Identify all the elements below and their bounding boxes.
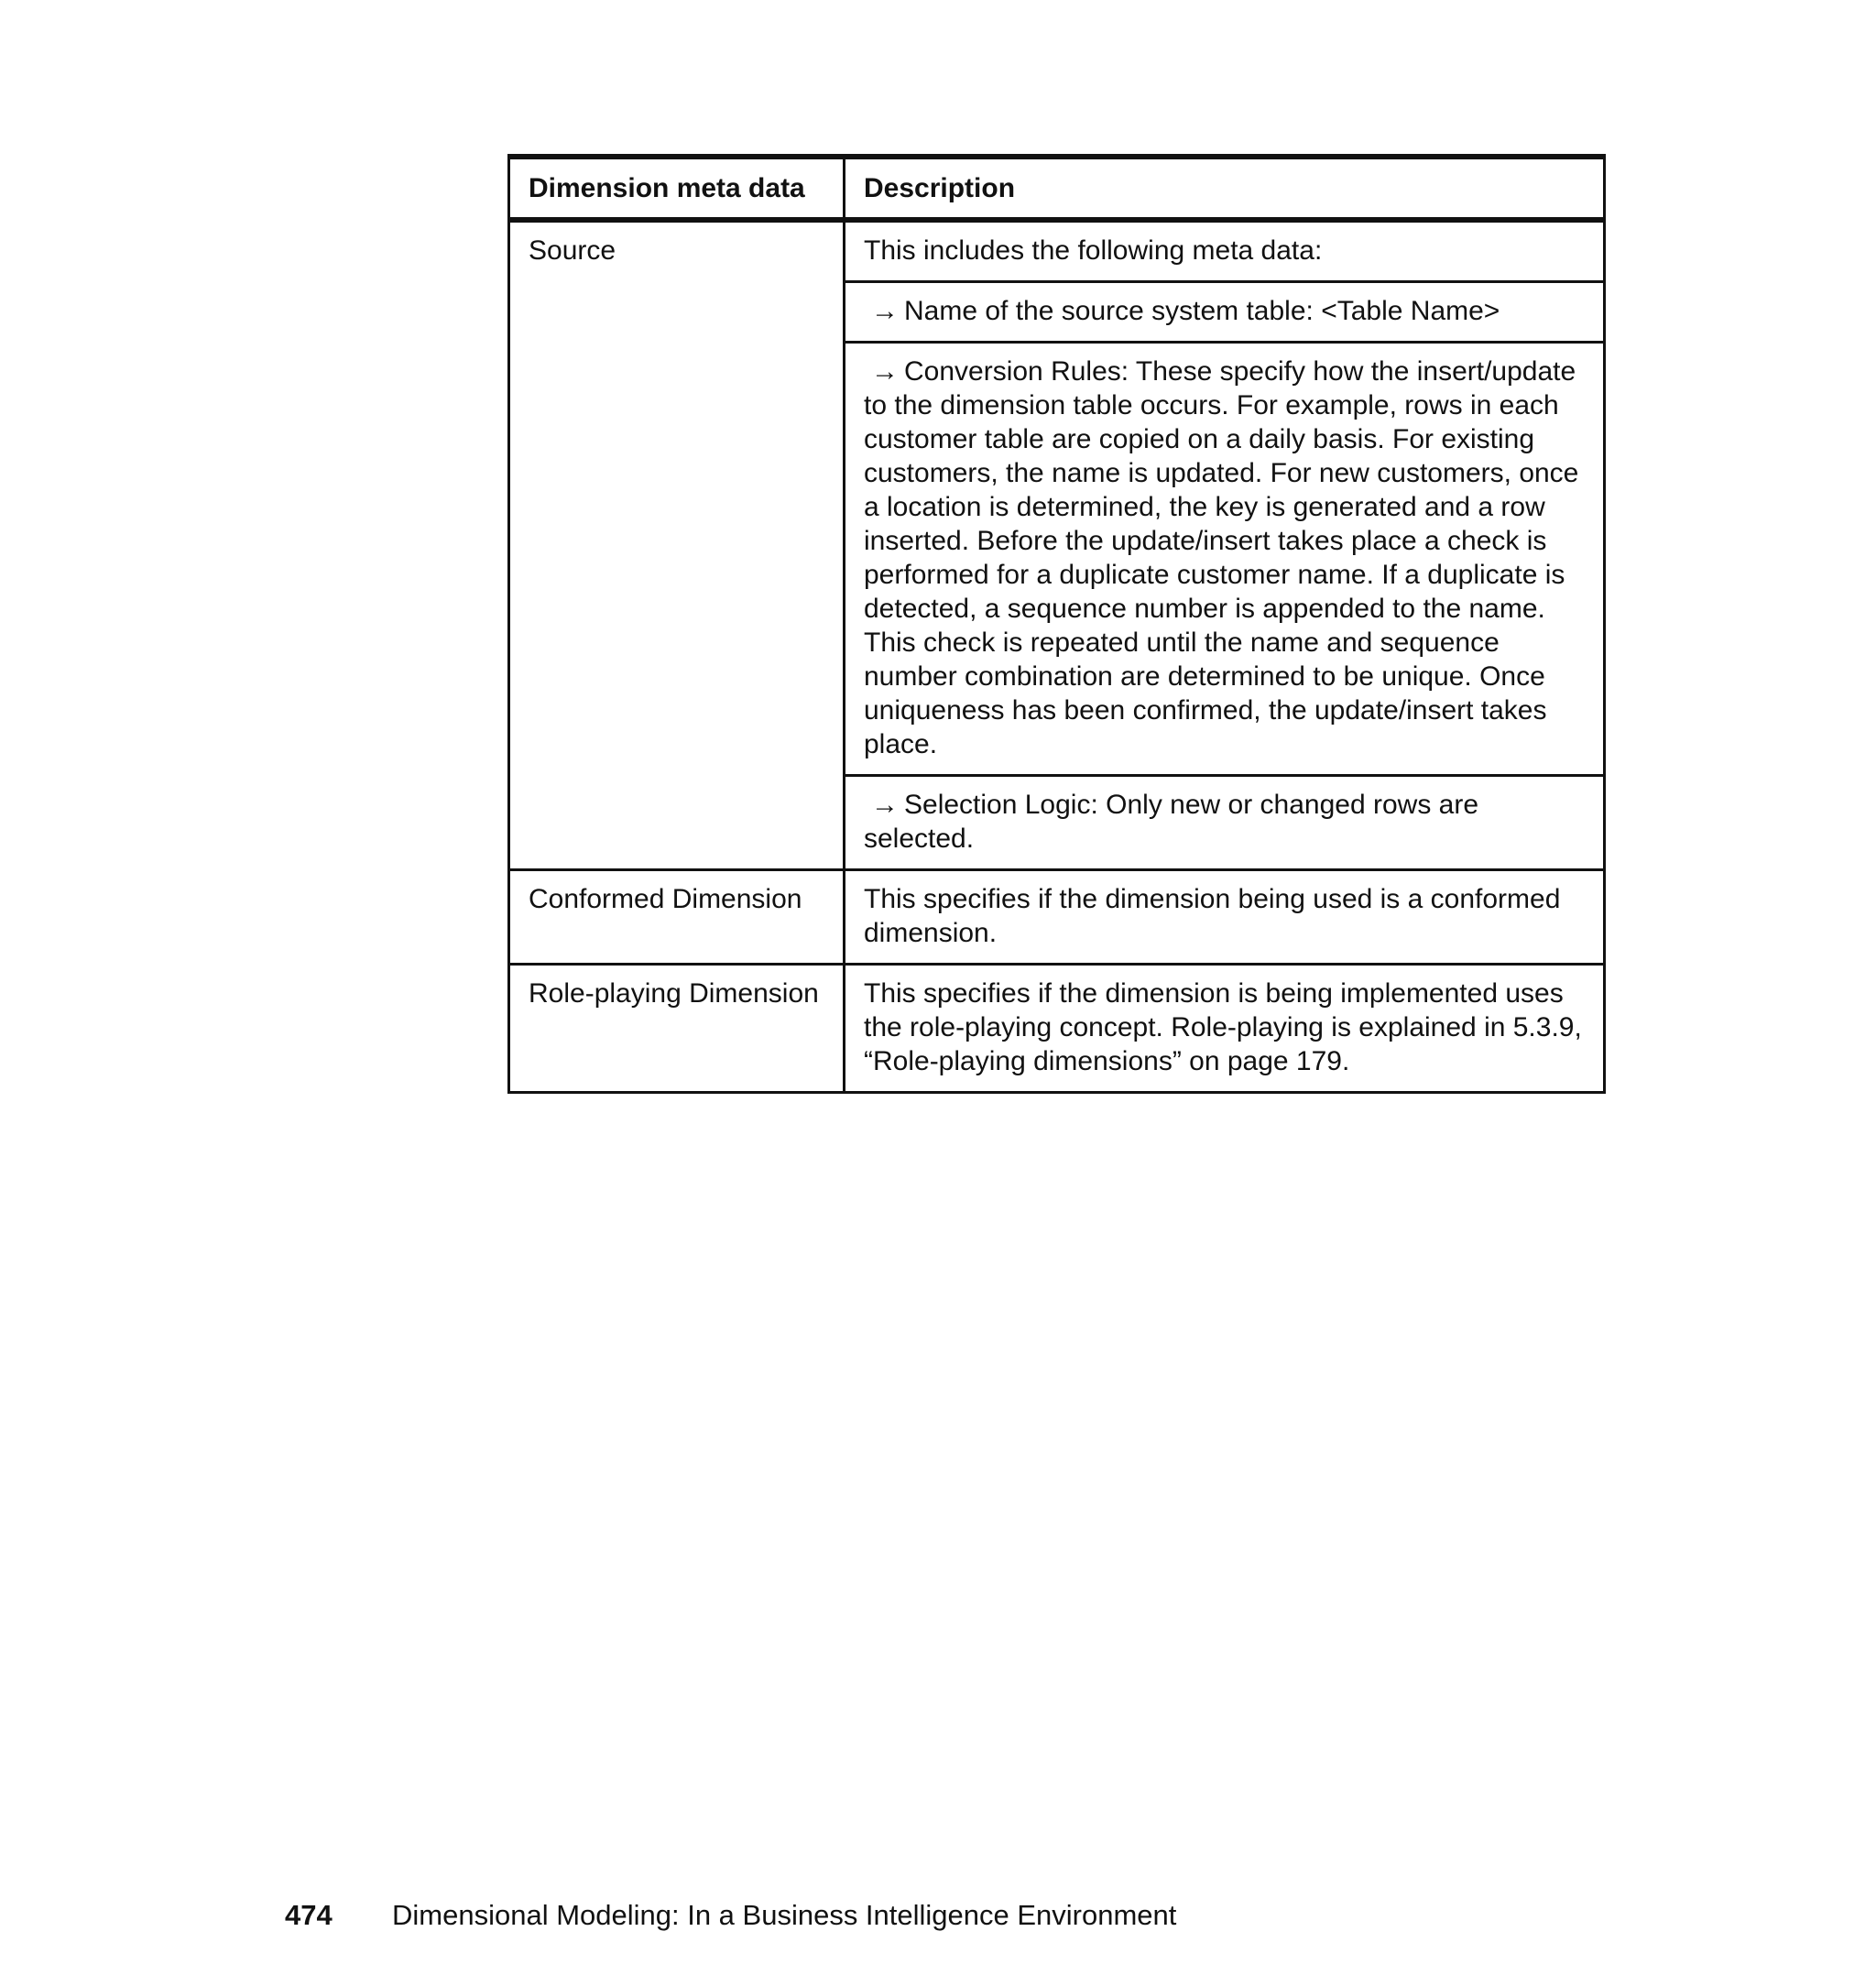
- arrow-right-icon: →: [871, 356, 899, 387]
- page-footer: [285, 1898, 1176, 1933]
- arrow-right-icon: →: [871, 296, 899, 326]
- selection-logic-text: Selection Logic: Only new or changed rows are selected.: [864, 790, 1479, 854]
- role-playing-dimension-name-cell: Role-playing Dimension: [509, 965, 845, 1093]
- conversion-rules-cell: [845, 343, 1605, 776]
- book-title: Dimensional Modeling: In a Business Intelligence Environment: [392, 1899, 1177, 1931]
- source-table-name-cell: [845, 282, 1605, 343]
- table-row: [509, 965, 1605, 1093]
- selection-logic-cell: [845, 776, 1605, 870]
- header-dimension-meta-data: Dimension meta data: [509, 157, 845, 220]
- source-table-name-text: Name of the source system table: <Table Name>: [904, 296, 1500, 326]
- table-header-row: [509, 157, 1605, 220]
- source-intro-cell: This includes the following meta data:: [845, 220, 1605, 282]
- conformed-dimension-description-cell: This specifies if the dimension being used is a conformed dimension.: [845, 870, 1605, 965]
- table-row: [509, 220, 1605, 282]
- table-row: [509, 870, 1605, 965]
- header-description: Description: [845, 157, 1605, 220]
- source-name-cell: Source: [509, 220, 845, 870]
- page-number: 474: [285, 1899, 333, 1931]
- conversion-rules-text: Conversion Rules: These specify how the insert/update to the dimension table occurs. For example, rows in each customer table are copied on a daily basis. For existing customers, the name is updated. For new customers, once a location is determined, the key is generated and a row inserted. Before the update/insert takes place a check is performed for a duplicate customer name. If a duplicate is detected, a sequence number is appended to the name. This check is repeated until the name and sequence number combination are determined to be unique. Once uniqueness has been confirmed, the update/insert takes place.: [864, 356, 1579, 759]
- dimension-metadata-table: [507, 154, 1606, 1094]
- conformed-dimension-name-cell: Conformed Dimension: [509, 870, 845, 965]
- arrow-right-icon: →: [871, 790, 899, 820]
- role-playing-dimension-description-cell: This specifies if the dimension is being implemented uses the role-playing concept. Role-playing is explained in 5.3.9, “Role-playing dimensions” on page 179.: [845, 965, 1605, 1093]
